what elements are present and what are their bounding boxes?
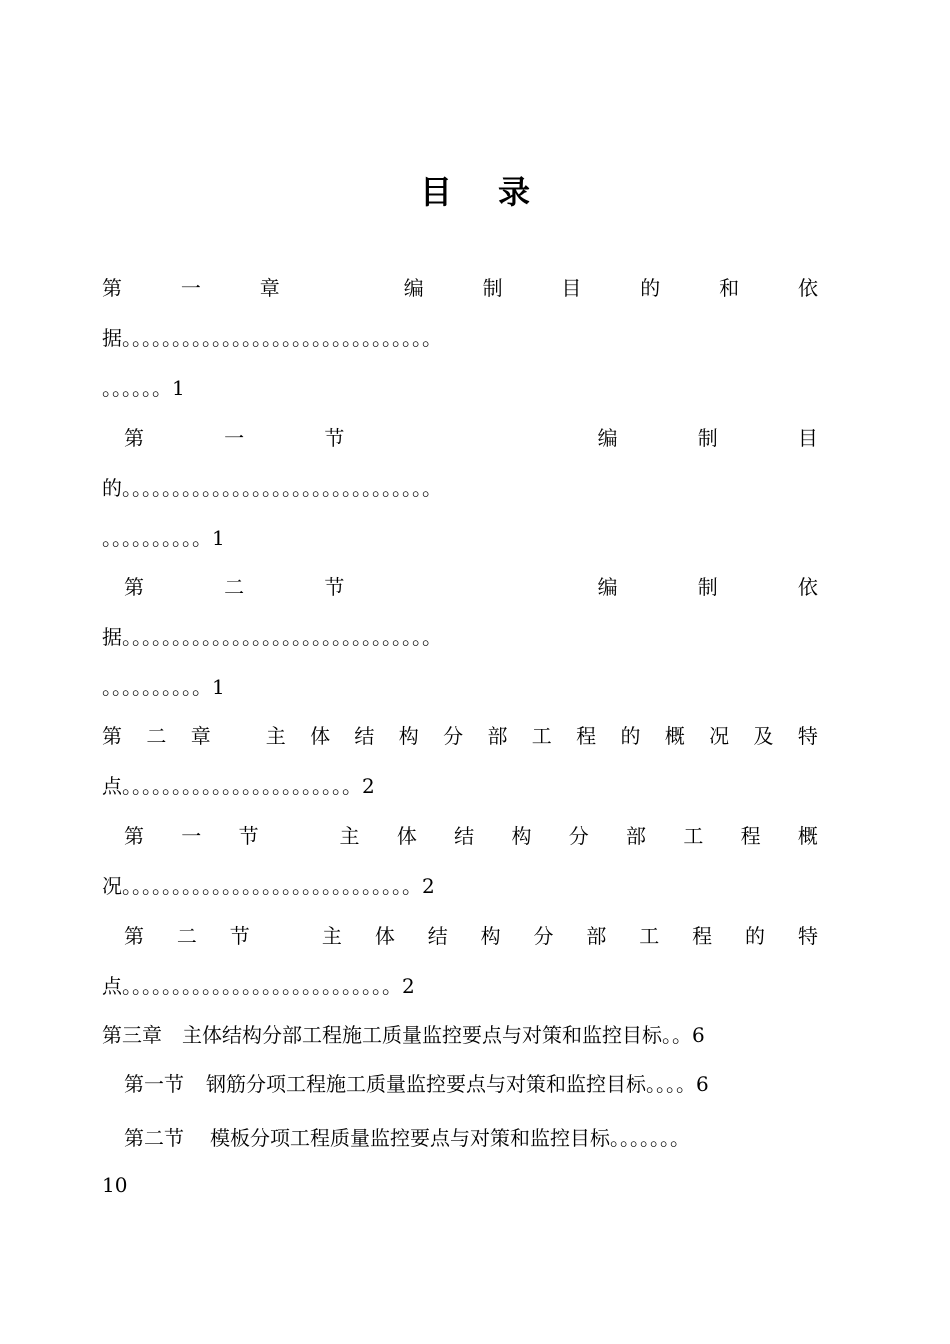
heading-spacer (425, 418, 431, 458)
toc-entry-text: 模板分项工程质量监控要点与对策和监控目标。。。。。。。 (210, 1126, 690, 1150)
heading-char: 部 (487, 724, 508, 748)
toc-entry-ch3-section-2-page[interactable]: 10 (102, 1173, 128, 1197)
heading-char: 概 (664, 724, 685, 748)
heading-char: 节 (238, 824, 259, 848)
toc-entry-ch2-section-2-heading[interactable] (124, 916, 818, 956)
heading-char: 节 (324, 426, 345, 450)
toc-entry-ch2-section-2-leader[interactable]: 点。。。。。。。。。。。。。。。。。。。。。。。。。。。2 (102, 974, 415, 998)
heading-char: 一 (181, 824, 202, 848)
toc-entry-ch1-section-1-heading[interactable] (124, 418, 818, 458)
heading-char: 章 (190, 724, 211, 748)
heading-char: 部 (586, 924, 607, 948)
heading-char: 节 (324, 575, 345, 599)
heading-char: 工 (531, 724, 552, 748)
heading-char: 的 (620, 724, 641, 748)
toc-entry-chapter-1-page[interactable]: 。。。。。。1 (102, 376, 185, 400)
heading-char: 结 (427, 924, 448, 948)
heading-spacer (425, 567, 431, 607)
heading-char: 程 (692, 924, 713, 948)
toc-entry-chapter-3[interactable] (102, 1015, 818, 1055)
heading-char: 第 (124, 575, 144, 599)
heading-char: 的 (640, 276, 661, 300)
toc-entry-ch2-section-1-leader[interactable]: 况。。。。。。。。。。。。。。。。。。。。。。。。。。。。。2 (102, 874, 435, 898)
heading-char: 结 (454, 824, 475, 848)
toc-entry-chapter-2-leader[interactable]: 点。。。。。。。。。。。。。。。。。。。。。。。2 (102, 774, 375, 798)
toc-entry-text: 钢筋分项工程施工质量监控要点与对策和监控目标。。。。6 (206, 1072, 709, 1096)
heading-char: 第 (124, 924, 144, 948)
heading-char: 及 (753, 724, 774, 748)
heading-spacer (511, 567, 517, 607)
heading-char: 构 (511, 824, 532, 848)
heading-char: 构 (398, 724, 419, 748)
heading-char: 工 (683, 824, 704, 848)
heading-char: 构 (480, 924, 501, 948)
heading-char: 体 (310, 724, 331, 748)
heading-spacer (511, 418, 517, 458)
heading-char: 一 (180, 276, 201, 300)
toc-entry-ch2-section-1-heading[interactable] (124, 816, 818, 856)
heading-char: 章 (259, 276, 280, 300)
heading-char: 第 (102, 724, 122, 748)
heading-char: 第 (102, 276, 122, 300)
heading-char: 和 (719, 276, 740, 300)
heading-char: 部 (626, 824, 647, 848)
toc-entry-label: 第二节 (124, 1126, 184, 1150)
toc-entry-chapter-1-leader[interactable]: 据。。。。。。。。。。。。。。。。。。。。。。。。。。。。。。。 (102, 326, 442, 350)
heading-char: 制 (697, 575, 718, 599)
heading-spacer (339, 268, 345, 308)
heading-char: 体 (396, 824, 417, 848)
heading-char: 目 (561, 276, 582, 300)
heading-char: 工 (639, 924, 660, 948)
heading-char: 分 (568, 824, 589, 848)
heading-char: 第 (124, 824, 144, 848)
heading-char: 第 (124, 426, 144, 450)
toc-entry-label: 第三章 (102, 1023, 162, 1047)
toc-title (0, 168, 950, 216)
heading-char: 目 (797, 426, 818, 450)
heading-char: 二 (176, 924, 197, 948)
toc-entry-ch1-section-2-leader[interactable]: 据。。。。。。。。。。。。。。。。。。。。。。。。。。。。。。。 (102, 625, 442, 649)
heading-char: 二 (224, 575, 245, 599)
heading-char: 程 (740, 824, 761, 848)
heading-char: 编 (597, 426, 618, 450)
toc-entry-chapter-1-heading[interactable] (102, 268, 818, 308)
heading-char: 程 (576, 724, 597, 748)
heading-char: 二 (146, 724, 167, 748)
heading-char: 概 (797, 824, 818, 848)
heading-char: 况 (709, 724, 730, 748)
heading-char: 依 (797, 575, 818, 599)
heading-char: 主 (339, 824, 360, 848)
heading-char: 分 (443, 724, 464, 748)
toc-entry-ch3-section-1[interactable] (124, 1064, 818, 1104)
heading-char: 编 (403, 276, 424, 300)
toc-entry-chapter-2-heading[interactable] (102, 716, 818, 756)
heading-char: 主 (265, 724, 286, 748)
heading-char: 结 (354, 724, 375, 748)
heading-spacer (296, 816, 302, 856)
heading-char: 制 (697, 426, 718, 450)
heading-char: 制 (482, 276, 503, 300)
heading-char: 编 (597, 575, 618, 599)
toc-entry-label: 第一节 (124, 1072, 184, 1096)
heading-char: 分 (533, 924, 554, 948)
toc-entry-text: 主体结构分部工程施工质量监控要点与对策和监控目标。。6 (182, 1023, 705, 1047)
heading-char: 的 (745, 924, 766, 948)
heading-char: 依 (797, 276, 818, 300)
toc-title-char: 目 (419, 173, 452, 211)
heading-char: 一 (224, 426, 245, 450)
toc-title-char: 录 (498, 173, 531, 211)
heading-char: 节 (229, 924, 250, 948)
heading-char: 主 (321, 924, 342, 948)
heading-spacer (283, 916, 289, 956)
toc-entry-ch3-section-2[interactable] (124, 1118, 818, 1158)
toc-entry-ch1-section-1-leader[interactable]: 的。。。。。。。。。。。。。。。。。。。。。。。。。。。。。。。 (102, 476, 442, 500)
toc-entry-ch1-section-1-page[interactable]: 。。。。。。。。。。1 (102, 526, 225, 550)
heading-char: 特 (797, 924, 818, 948)
heading-char: 体 (374, 924, 395, 948)
toc-entry-ch1-section-2-heading[interactable] (124, 567, 818, 607)
heading-spacer (235, 716, 241, 756)
toc-entry-ch1-section-2-page[interactable]: 。。。。。。。。。。1 (102, 675, 225, 699)
heading-char: 特 (797, 724, 818, 748)
